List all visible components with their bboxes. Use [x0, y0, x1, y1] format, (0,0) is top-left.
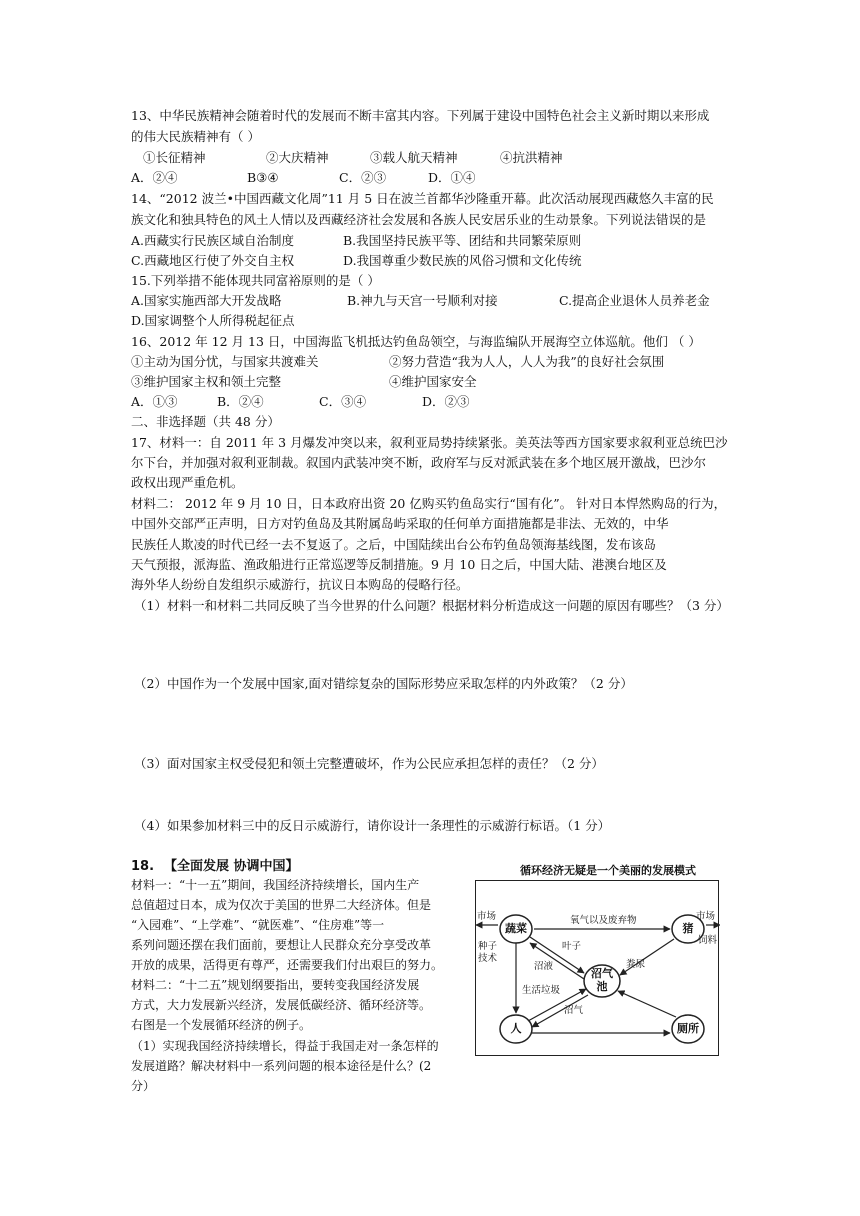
q16-items-row1	[131, 354, 731, 370]
circular-economy-diagram	[475, 880, 719, 1056]
q16-item-4: ④维护国家安全	[389, 374, 477, 389]
node-biogas-line1: 沼气	[591, 967, 613, 980]
q18-line-1: 材料一：“十一五”期间，我国经济持续增长，国内生产	[131, 878, 420, 892]
q18-line-7: 方式，大力发展新兴经济，发展低碳经济、循环经济等。	[131, 998, 432, 1012]
q18-line-6: 材料二：“十二五”规划纲要指出，要转变我国经济发展	[131, 978, 420, 992]
q13-option-d: D．①④	[428, 170, 476, 185]
label-slurry: 沼液	[534, 961, 554, 972]
q16-option-c: C．③④	[319, 394, 367, 409]
q14-option-d: D.我国尊重少数民族的风俗习惯和文化传统	[343, 253, 582, 268]
q15-option-a: A.国家实施西部大开发战略	[131, 293, 282, 308]
label-market-right: 市场	[696, 911, 716, 922]
q13-stem-line1: 13、中华民族精神会随着时代的发展而不断丰富其内容。下列属于建设中国特色社会主义新时期以来形成	[131, 108, 710, 123]
q17-material2-line4: 天气预报，派海监、渔政船进行正常巡逻等反制措施。9 月 10 日之后，中国大陆、港澳台地区及	[131, 557, 667, 572]
q14-stem-line1: 14、“2012 波兰•中国西藏文化周”11 月 5 日在波兰首都华沙隆重开幕。此次活动展现西藏悠久丰富的民	[131, 191, 714, 206]
q18-number: 18.	[131, 859, 155, 874]
q13-options	[131, 170, 731, 186]
q16-items-row2	[131, 374, 731, 390]
part2-heading: 二、非选择题（共 48 分）	[131, 414, 280, 429]
q17-sub4: （4）如果参加材料三中的反日示威游行，请你设计一条理性的示威游行标语。（1 分）	[134, 818, 611, 833]
label-technology: 技术	[478, 953, 498, 964]
q15-options-row1	[131, 293, 731, 309]
q18-line-10: 发展道路？解决材料中一系列问题的根本途径是什么？(2	[131, 1059, 432, 1073]
q18-line-11: 分）	[131, 1079, 156, 1093]
arrow-toilet-to-pool	[618, 991, 676, 1017]
q13-items	[143, 150, 743, 166]
label-manure: 粪尿	[626, 959, 646, 970]
q18-line-2: 总值超过日本，成为仅次于美国的世界二大经济体。但是	[131, 898, 432, 912]
q18-heading	[131, 855, 299, 874]
q15-option-b: B.神九与天宫一号顺利对接	[347, 293, 498, 308]
q17-material1-line2: 尔下台，并加强对叙利亚制裁。叙国内武装冲突不断，政府军与反对派武装在多个地区展开激战，巴沙尔	[131, 455, 707, 470]
q13-item-2: ②大庆精神	[266, 150, 329, 165]
label-feed: 饲料	[698, 935, 718, 946]
q18-line-5: 开放的成果，活得更有尊严，还需要我们付出艰巨的努力。	[131, 958, 444, 972]
q13-stem-line2: 的伟大民族精神有（ ）	[131, 129, 260, 144]
label-household-garbage: 生活垃圾	[522, 985, 561, 996]
q17-material2-line1: 材料二： 2012 年 9 月 10 日，日本政府出资 20 亿购买钓鱼岛实行“国有化”。 针对日本悍然购岛的行为，	[131, 496, 727, 511]
q16-item-2: ②努力营造“我为人人，人人为我”的良好社会氛围	[389, 354, 665, 369]
q16-stem: 16、2012 年 12 月 13 日，中国海监飞机抵达钓鱼岛领空，与海监编队开展海空立体巡航。他们 （ ）	[131, 334, 701, 349]
q16-option-d: D．②③	[422, 394, 470, 409]
q17-material2-line3: 民族任人欺凌的时代已经一去不复返了。之后，中国陆续出台公布钓鱼岛领海基线图，发布该岛	[131, 537, 657, 552]
q16-item-1: ①主动为国分忧，与国家共渡难关	[131, 354, 319, 369]
label-leaves: 叶子	[562, 941, 582, 952]
q16-options	[131, 394, 731, 410]
q14-option-a: A.西藏实行民族区域自治制度	[131, 233, 295, 248]
q13-option-a: A．②④	[131, 170, 178, 185]
q13-option-b: B③④	[247, 170, 279, 185]
q18-line-4: 系列问题还摆在我们面前，要想让人民群众充分享受改革	[131, 938, 432, 952]
q18-line-9: （1）实现我国经济持续增长，得益于我国走对一条怎样的	[131, 1039, 439, 1053]
label-biogas: 沼气	[564, 1005, 584, 1016]
q13-item-1: ①长征精神	[143, 150, 206, 165]
q17-material1-line1: 17、材料一：自 2011 年 3 月爆发冲突以来，叙利亚局势持续紧张。美英法等西方国家要求叙利亚总统巴沙	[131, 435, 728, 450]
q15-option-d: D.国家调整个人所得税起征点	[131, 313, 295, 328]
q16-option-a: A．①③	[131, 394, 178, 409]
q13-option-c: C．②③	[339, 170, 387, 185]
q17-material1-line3: 政权出现严重危机。	[131, 475, 244, 490]
q13-item-4: ④抗洪精神	[500, 150, 563, 165]
q18-line-3: “入园难”、“上学难”、“就医难”、“住房难”等一	[131, 918, 385, 932]
node-person: 人	[510, 1022, 522, 1035]
q14-options-row2	[131, 253, 731, 269]
q16-item-3: ③维护国家主权和领土完整	[131, 374, 282, 389]
q13-item-3: ③载人航天精神	[370, 150, 458, 165]
node-biogas-line2: 池	[596, 980, 608, 993]
label-market-left: 市场	[477, 911, 497, 922]
q18-title: 【全面发展 协调中国】	[164, 859, 299, 874]
q17-sub2: （2）中国作为一个发展中国家,面对错综复杂的国际形势应采取怎样的内外政策？（2 分）	[134, 676, 633, 691]
q16-option-b: B．②④	[217, 394, 264, 409]
diagram-title: 循环经济无疑是一个美丽的发展模式	[520, 864, 696, 877]
q14-stem-line2: 族文化和独具特色的风土人情以及西藏经济社会发展和各族人民安居乐业的生动景象。下列说法错误的是	[131, 212, 707, 227]
label-oxygen-waste: 氧气以及废弃物	[570, 915, 637, 926]
q17-material2-line2: 中国外交部严正声明，日方对钓鱼岛及其附属岛屿采取的任何单方面措施都是非法、无效的，中华	[131, 516, 669, 531]
node-vegetable: 蔬菜	[505, 922, 527, 935]
q17-sub1: （1）材料一和材料二共同反映了当今世界的什么问题？根据材料分析造成这一问题的原因有哪些？（3 分）	[134, 598, 729, 613]
q15-stem: 15.下列举措不能体现共同富裕原则的是（ ）	[131, 273, 380, 288]
node-toilet: 厕所	[677, 1022, 699, 1035]
label-seed: 种子	[478, 941, 498, 952]
q17-sub3: （3）面对国家主权受侵犯和领土完整遭破坏，作为公民应承担怎样的责任？（2 分）	[134, 756, 604, 771]
q14-option-c: C.西藏地区行使了外交自主权	[131, 253, 295, 268]
q18-line-8: 右图是一个发展循环经济的例子。	[131, 1018, 312, 1032]
q17-material2-line5: 海外华人纷纷自发组织示威游行，抗议日本购岛的侵略行径。	[131, 577, 469, 592]
q14-option-b: B.我国坚持民族平等、团结和共同繁荣原则	[343, 233, 582, 248]
q14-options-row1	[131, 233, 731, 249]
node-pig: 猪	[682, 922, 694, 935]
q15-option-c: C.提高企业退休人员养老金	[559, 293, 710, 308]
